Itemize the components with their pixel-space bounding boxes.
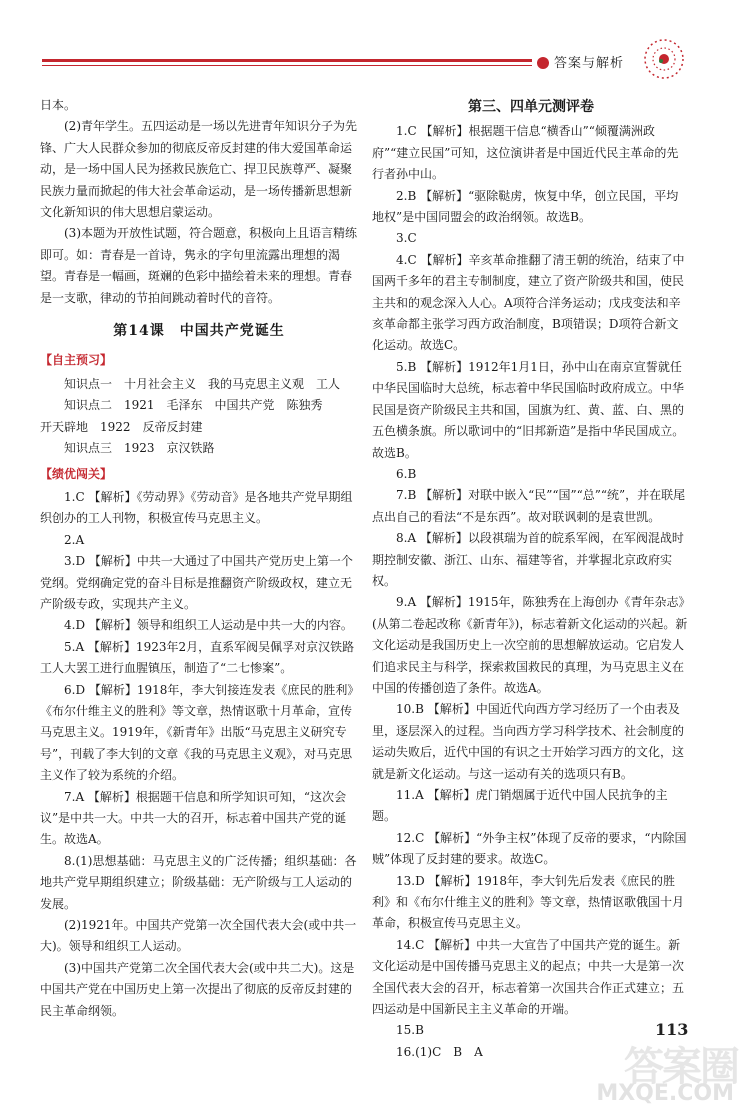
right-paragraph: 11.A 【解析】虎门销烟属于近代中国人民抗争的主题。	[372, 788, 668, 824]
right-paragraph: 9.A 【解析】1915年，陈独秀在上海创办《青年杂志》(从第二卷起改称《新青年》)，标志着新文化运动的兴起。新文化运动是我国历史上一次空前的思想解放运动。它启发人们追求民主与科学，探索救国救民的真理，为马克思主义在中国的传播创造了条件。故选A。	[372, 595, 688, 695]
right-paragraph: 5.B 【解析】1912年1月1日，孙中山在南京宣誓就任中华民国临时大总统，标志着中华民国临时政府成立。中华民国是资产阶级民主共和国，国旗为红、黄、蓝、白、黑的五色横条旗。所以歌词中的“旧邦新造”是指中华民国成立。故选B。	[372, 359, 685, 460]
left-paragraph: (2)1921年。中国共产党第一次全国代表大会(或中共一大)。领导和组织工人运动。	[40, 918, 357, 954]
right-paragraph: 10.B 【解析】中国近代向西方学习经历了一个由表及里，逐层深入的过程。当向西方学习科学技术、社会制度的运动失败后，近代中国的有识之士开始学习西方的文化，这就是新文化运动。与这一运动有关的选项只有B。	[372, 702, 685, 781]
left-paragraph: 知识点一 十月社会主义 我的马克思主义观 工人	[64, 376, 341, 391]
left-paragraph: 4.D 【解析】领导和组织工人运动是中共一大的内容。	[64, 618, 353, 633]
header-dot	[537, 57, 549, 69]
right-paragraph: 8.A 【解析】以段祺瑞为首的皖系军阀，在军阀混战时期控制安徽、浙江、山东、福建等省，并掌握北京政府实权。	[372, 531, 684, 588]
flower-emblem-icon	[641, 36, 687, 82]
right-paragraph: 13.D 【解析】1918年，李大钊先后发表《庶民的胜利》和《布尔什维主义的胜利》等文章，热情讴歌俄国十月革命，积极宣传马克思主义。	[372, 873, 685, 931]
left-paragraph: (2)青年学生。五四运动是一场以先进青年知识分子为先锋、广大人民群众参加的彻底反帝反封建的伟大爱国革命运动，是一场中国人民为拯救民族危亡、捍卫民族尊严、凝聚民族力量而掀起的伟大社会革命运动，是一场传播新思想新文化新知识的伟大思想启蒙运动。	[40, 119, 358, 220]
left-paragraph: 5.A 【解析】1923年2月，直系军阀吴佩孚对京汉铁路工人大罢工进行血腥镇压，制造了“二七惨案”。	[40, 639, 355, 676]
right-paragraph: 1.C 【解析】根据题干信息“横香山”“倾覆满洲政府”“建立民国”可知，这位演讲者是中国近代民主革命的先行者孙中山。	[372, 124, 679, 182]
left-paragraph: (3)中国共产党第二次全国代表大会(或中共二大)。这是中国共产党在中国历史上第一次提出了彻底的反帝反封建的民主革命纲领。	[40, 960, 355, 1018]
left-paragraph: 6.D 【解析】1918年，李大钊接连发表《庶民的胜利》《布尔什维主义的胜利》等文章，热情讴歌十月革命，宣传马克思主义。1919年，《新青年》出版“马克思主义研究专号”，刊载了李大钊的文章《我的马克思主义观》，对马克思主义作了较为系统的介绍。	[40, 682, 354, 783]
left-column	[40, 95, 358, 1022]
left-paragraph: 日本。	[40, 98, 77, 112]
right-paragraph: 6.B	[396, 466, 417, 481]
left-paragraph: 7.A 【解析】根据题干信息和所学知识可知，“这次会议”是中共一大。中共一大的召开，标志着中国共产党的诞生。故选A。	[40, 789, 347, 847]
right-paragraph: 第三、四单元测评卷	[468, 99, 594, 115]
watermark-logo	[592, 1035, 742, 1113]
page-header	[0, 0, 750, 100]
left-paragraph: 知识点二 1921 毛泽东 中国共产党 陈独秀	[64, 398, 323, 413]
watermark-top: 答案圈	[624, 1044, 738, 1090]
left-paragraph: 8.(1)思想基础：马克思主义的广泛传播；组织基础：各地共产党早期组织建立；阶级基础：无产阶级与工人运动的发展。	[40, 853, 357, 911]
header-rule-thick	[42, 59, 532, 62]
left-paragraph: 开天辟地 1922 反帝反封建	[40, 419, 203, 434]
left-paragraph: 【绩优闯关】	[40, 466, 113, 481]
left-paragraph: 【自主预习】	[40, 353, 113, 368]
right-paragraph: 3.C	[396, 231, 417, 246]
left-paragraph: 2.A	[64, 532, 85, 547]
right-paragraph: 7.B 【解析】对联中嵌入“民”“国”“总”“统”，并在联尾点出自己的看法“不是东西”。故对联讽刺的是袁世凯。	[372, 488, 686, 524]
page-number: 113	[655, 1020, 689, 1039]
left-paragraph: 1.C 【解析】《劳动界》《劳动音》是各地共产党早期组织创办的工人刊物，积极宣传马克思主义。	[40, 489, 353, 526]
right-paragraph: 14.C 【解析】中共一大宣告了中国共产党的诞生。新文化运动是中国传播马克思主义的起点；中共一大是第一次全国代表大会的召开，标志着第一次国共合作正式建立；五四运动是中国新民主主义革命的开端。	[372, 937, 685, 1017]
right-paragraph: 15.B	[396, 1023, 424, 1038]
header-title: 答案与解析	[554, 56, 625, 71]
right-paragraph: 16.(1)C B A	[396, 1044, 483, 1059]
right-column	[372, 95, 690, 1063]
watermark-bottom: MXQE.COM	[596, 1081, 734, 1106]
right-paragraph: 4.C 【解析】辛亥革命推翻了清王朝的统治，结束了中国两千多年的君主专制制度，建立了资产阶级共和国，使民主共和的观念深入人心。A项符合洋务运动；戊戌变法和辛亥革命都主张学习西方政治制度，B项错误；D项符合新文化运动。故选C。	[372, 252, 685, 353]
header-rule-thin	[42, 65, 532, 66]
left-paragraph: 第14课 中国共产党诞生	[113, 323, 285, 340]
left-paragraph: (3)本题为开放性试题，符合题意，积极向上且语言精练即可。如：青春是一首诗，隽永的字句里流露出理想的渴望。青春是一幅画，斑斓的色彩中描绘着未来的理想。青春是一支歌，律动的节拍间跳动着时代的音符。	[40, 226, 358, 305]
left-paragraph: 3.D 【解析】中共一大通过了中国共产党历史上第一个党纲。党纲确定党的奋斗目标是推翻资产阶级政权，建立无产阶级专政，实现共产主义。	[40, 554, 353, 611]
right-paragraph: 2.B 【解析】“驱除鞑虏，恢复中华，创立民国，平均地权”是中国同盟会的政治纲领。故选B。	[372, 188, 679, 225]
left-paragraph: 知识点三 1923 京汉铁路	[64, 441, 215, 456]
right-paragraph: 12.C 【解析】“外争主权”体现了反帝的要求，“内除国贼”体现了反封建的要求。故选C。	[372, 830, 687, 867]
